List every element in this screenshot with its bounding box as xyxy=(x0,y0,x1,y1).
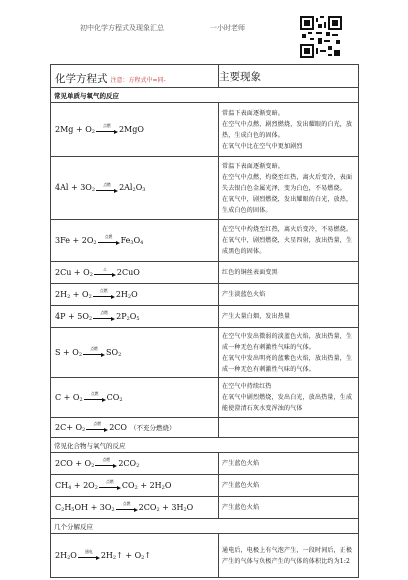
header-left-title: 初中化学方程式及现象汇总 xyxy=(80,24,164,32)
table-row xyxy=(51,453,359,475)
equation-column-note: 注意：方程式中=同- xyxy=(110,76,166,84)
reaction-arrow: 点燃 xyxy=(95,459,117,468)
phenomenon-cell: 在空气中灼烧至红热，离火后变冷，不易燃烧。 在氧气中，剧烈燃烧，火星四射，放出热量，生成黑色的固体。 xyxy=(219,220,359,262)
incomplete-combustion-note: （不充分燃烧） xyxy=(129,423,176,432)
section-title-decomposition: 几个分解反应 xyxy=(51,519,359,534)
equation-cell: $2H_2O$ 通电 $2H_2↑$ + $O_2↑$ xyxy=(51,534,219,578)
section-row xyxy=(51,519,359,534)
header-right-title: 一小时老师 xyxy=(210,24,245,32)
equation-cell: $4Al + 3O_2$ 点燃 $2Al_2O_3$ xyxy=(51,157,219,220)
equation-cell: $2Mg + O_2$ 点燃 2MgO xyxy=(51,103,219,157)
equation-cell: $C_2H_5OH + 3O_2$ 点燃 $2CO_2 + 3H_2O$ xyxy=(51,497,219,519)
section-row xyxy=(51,438,359,453)
reaction-arrow: 点燃 xyxy=(86,423,108,432)
equation-cell: $2C+ O_2$ 点燃 2CO （不充分燃烧） xyxy=(51,418,219,438)
equation-cell: $C + O_2$ 点燃 $CO_2$ xyxy=(51,378,219,418)
phenomenon-cell: 产生蓝色火焰 xyxy=(219,497,359,519)
equation-cell: $CH_4 + 2O_2$ 点燃 $CO_2 + 2H_2O$ xyxy=(51,475,219,497)
reaction-arrow: △ xyxy=(94,268,116,277)
table-row xyxy=(51,418,359,438)
reaction-arrow: 点燃 xyxy=(84,393,106,402)
equation-cell: $3Fe + 2O_2$ 点燃 $Fe_3O_4$ xyxy=(51,220,219,262)
phenomenon-cell: 在空气中持续红热 在氧气中剧烈燃烧，发出白光，放出热量，生成能使澄清石灰水变浑浊的气体 xyxy=(219,378,359,418)
reaction-arrow: 点燃 xyxy=(83,348,105,357)
phenomenon-cell: 常温下表面逐渐变暗。 在空气中点燃，灼烧至红热，离火后变冷，表面失去银白色金属光泽，变为白色，不易燃烧。 在氧气中，剧烈燃烧，发出耀眼的白光，放热，生成白色的固体。 xyxy=(219,157,359,220)
table-row xyxy=(51,534,359,578)
table-header-row xyxy=(51,65,359,88)
phenomenon-cell: 通电后，电极上有气泡产生，一段时间后，正极产生的气体与负极产生的气体的体积比约为1:2 xyxy=(219,534,359,578)
section-row xyxy=(51,88,359,103)
page-header xyxy=(0,0,408,58)
equation-cell: $4P + 5O_2$ 点燃 $2P_2O_5$ xyxy=(51,306,219,328)
phenomenon-cell: 产生大量白烟，发出热量 xyxy=(219,306,359,328)
section-title-elements-oxygen: 常见单质与氧气的反应 xyxy=(51,88,359,103)
table-row xyxy=(51,306,359,328)
qr-code-icon xyxy=(300,16,342,58)
reaction-arrow: 点燃 xyxy=(98,236,120,245)
phenomenon-cell: 红色的铜丝表面变黑 xyxy=(219,262,359,284)
phenomenon-cell: 常温下表面逐渐变暗。 在空气中点燃，剧烈燃烧，发出耀眼的白光，放热，生成白色的固体。 在氧气中比在空气中更加剧烈 xyxy=(219,103,359,157)
reaction-arrow: 点燃 xyxy=(116,503,138,512)
phenomenon-cell: 产生蓝色火焰 xyxy=(219,475,359,497)
table-row xyxy=(51,328,359,378)
equation-cell: $2H_2 + O_2$ 点燃 $2H_2O$ xyxy=(51,284,219,306)
table-row xyxy=(51,103,359,157)
reaction-arrow: 点燃 xyxy=(96,125,118,134)
table-row xyxy=(51,157,359,220)
phenomenon-cell xyxy=(219,418,359,438)
reaction-arrow: 点燃 xyxy=(93,290,115,299)
reaction-arrow: 点燃 xyxy=(96,184,118,193)
section-title-compounds-oxygen: 常见化合物与氧气的反应 xyxy=(51,438,359,453)
equation-cell: $2CO + O_2$ 点燃 $2CO_2$ xyxy=(51,453,219,475)
table-row xyxy=(51,262,359,284)
table-row xyxy=(51,284,359,306)
table-row xyxy=(51,497,359,519)
table-row xyxy=(51,378,359,418)
equation-column-header: 化学方程式 注意：方程式中=同- xyxy=(51,65,219,88)
equation-cell: $S + O_2$ 点燃 $SO_2$ xyxy=(51,328,219,378)
table-row xyxy=(51,220,359,262)
phenomenon-cell: 产生淡蓝色火焰 xyxy=(219,284,359,306)
phenomenon-cell: 在空气中发出微弱的淡蓝色火焰，放出热量，生成一种无色有刺激性气味的气体。 在氧气中发出明亮的蓝紫色火焰，放出热量，生成一种无色有刺激性气味的气体。 xyxy=(219,328,359,378)
equations-table xyxy=(50,64,359,578)
phenomenon-cell: 产生蓝色火焰 xyxy=(219,453,359,475)
table-row xyxy=(51,475,359,497)
reaction-arrow: 通电 xyxy=(78,551,100,560)
phenomenon-column-header: 主要现象 xyxy=(219,65,359,88)
equation-cell: $2Cu + O_2$ △ 2CuO xyxy=(51,262,219,284)
reaction-arrow: 点燃 xyxy=(93,312,115,321)
reaction-arrow: 点燃 xyxy=(99,481,121,490)
